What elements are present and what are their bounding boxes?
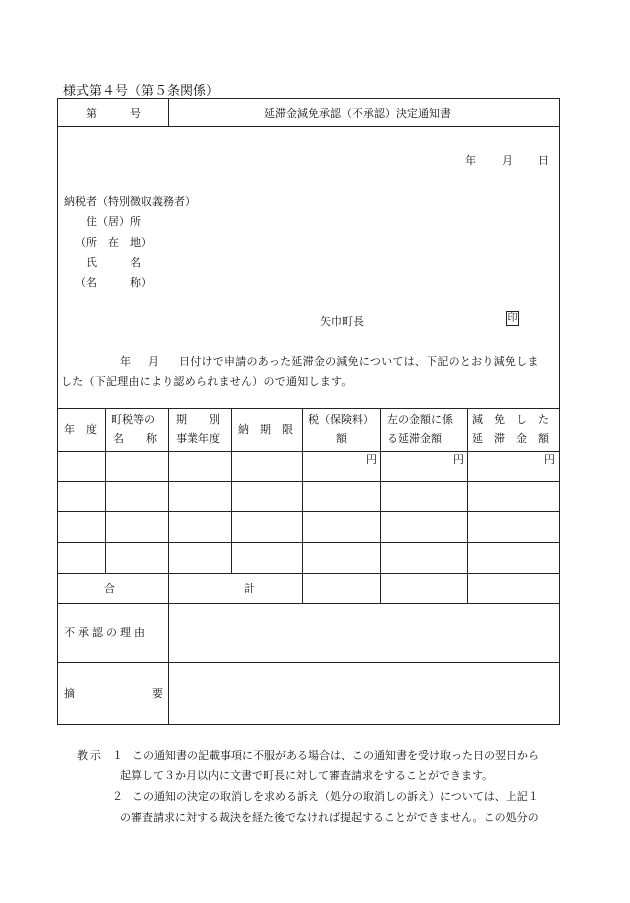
name-label: 氏 名	[86, 256, 141, 269]
issuer-title: 矢巾町長	[320, 315, 364, 328]
col-header-tax-name: 町税等の	[111, 413, 155, 426]
col-header-period: 期 別	[176, 413, 220, 426]
seal-mark: 印	[507, 313, 518, 324]
taxpayer-heading: 納税者（特別徴収義務者）	[64, 195, 196, 208]
date-year: 年	[465, 154, 476, 167]
address-label: 住（居）所	[86, 215, 141, 228]
instruction-2-line-2: の審査請求に対する裁決を経た後でなければ提起することができません。この処分の	[120, 811, 539, 824]
col-header-fiscal-year: 年 度	[64, 423, 97, 436]
instruction-2-line-1: この通知の決定の取消しを求める訴え（処分の取消しの訴え）については、上記１	[132, 790, 539, 803]
col-header-tax-name-2: 名 称	[113, 432, 157, 445]
rejection-reason-label: 不承認の理由	[64, 626, 148, 639]
col-header-reduced-fee-2: 延 滞 金 額	[472, 432, 549, 445]
notice-number-label: 第 号	[86, 107, 141, 120]
date-month: 月	[502, 154, 513, 167]
remarks-label-right: 要	[152, 687, 163, 700]
remarks-label-left: 摘	[64, 687, 75, 700]
col-header-period-2: 事業年度	[176, 432, 220, 445]
date-day: 日	[538, 154, 549, 167]
col-header-reduced-fee: 減 免 し た	[472, 413, 549, 426]
document-title: 延滞金減免承認（不承認）決定通知書	[264, 107, 451, 120]
location-label: （所 在 地）	[75, 236, 152, 249]
col-header-due-date: 納 期 限	[238, 423, 293, 436]
corp-name-label: （名 称）	[75, 276, 152, 289]
instruction-heading: 教示	[77, 749, 103, 762]
body-year: 年	[120, 355, 131, 368]
yen-tax-amount: 円	[366, 453, 377, 466]
total-label-right: 計	[244, 582, 255, 595]
col-header-late-fee: 左の金額に係	[387, 413, 453, 426]
col-header-tax-amount: 税（保険料）	[308, 413, 374, 426]
instruction-1-line-2: 起算して３か月以内に文書で町長に対して審査請求をすることができます。	[120, 769, 494, 782]
instruction-2-number: ２	[112, 790, 123, 803]
instruction-1-number: １	[112, 749, 123, 762]
total-label-left: 合	[104, 582, 115, 595]
col-header-tax-amount-2: 額	[336, 432, 347, 445]
body-line-1: 日付けで申請のあった延滞金の減免については、下記のとおり減免しま	[179, 355, 539, 368]
instruction-1-line-1: この通知書の記載事項に不服がある場合は、この通知書を受け取った日の翌日から	[132, 749, 539, 762]
notice-form	[57, 98, 560, 725]
yen-late-fee: 円	[453, 453, 464, 466]
form-number: 様式第４号（第５条関係）	[63, 84, 220, 99]
yen-reduced-fee: 円	[544, 453, 555, 466]
col-header-late-fee-2: る延滞金額	[387, 432, 442, 445]
body-month: 月	[148, 355, 159, 368]
body-line-2: した（下記理由により認められません）ので通知します。	[61, 375, 353, 388]
